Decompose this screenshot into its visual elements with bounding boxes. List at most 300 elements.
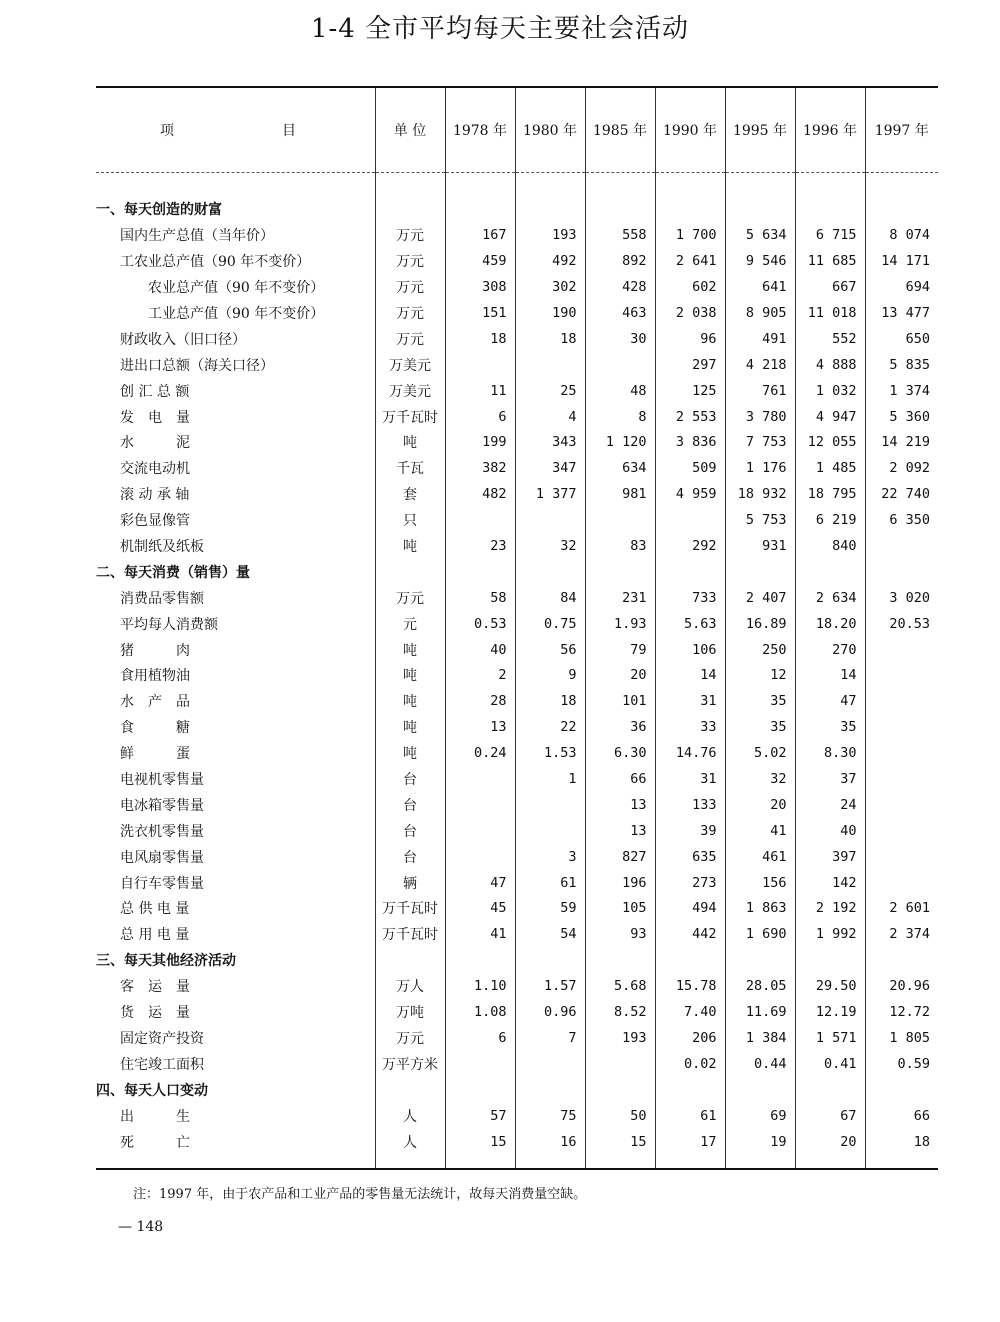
row-label: 电风扇零售量 xyxy=(120,849,204,866)
row-value xyxy=(655,507,725,533)
row-label: 鲜 蛋 xyxy=(120,746,190,763)
row-value: 67 xyxy=(795,1103,865,1129)
row-value: 190 xyxy=(515,300,585,326)
row-value xyxy=(515,947,585,973)
row-value xyxy=(445,792,515,818)
row-value: 167 xyxy=(445,222,515,248)
row-unit: 千瓦 xyxy=(375,455,445,481)
table-row xyxy=(96,404,938,430)
row-value: 0.96 xyxy=(515,999,585,1025)
row-value: 15.78 xyxy=(655,973,725,999)
row-unit xyxy=(375,1077,445,1103)
row-label: 工业总产值（90 年不变价） xyxy=(148,306,325,322)
row-value: 634 xyxy=(585,455,655,481)
row-unit: 吨 xyxy=(375,637,445,663)
row-value: 20 xyxy=(725,792,795,818)
row-value: 11 685 xyxy=(795,248,865,274)
row-value: 9 xyxy=(515,663,585,689)
row-unit xyxy=(375,559,445,585)
section-row xyxy=(96,559,938,585)
row-value xyxy=(515,507,585,533)
row-unit: 人 xyxy=(375,1103,445,1129)
row-label: 客 运 量 xyxy=(120,979,190,996)
row-unit xyxy=(375,947,445,973)
table-row xyxy=(96,1051,938,1077)
row-unit: 套 xyxy=(375,481,445,507)
table-row xyxy=(96,766,938,792)
row-value xyxy=(585,1077,655,1103)
header-year: 1996 年 xyxy=(795,87,865,172)
row-value: 0.44 xyxy=(725,1051,795,1077)
header-item-a: 项 xyxy=(160,122,174,139)
row-value: 2 601 xyxy=(865,896,938,922)
row-unit: 台 xyxy=(375,766,445,792)
row-unit: 元 xyxy=(375,611,445,637)
row-value: 40 xyxy=(445,637,515,663)
row-value: 83 xyxy=(585,533,655,559)
row-value: 75 xyxy=(515,1103,585,1129)
table-row xyxy=(96,896,938,922)
row-label: 财政收入（旧口径） xyxy=(120,331,246,348)
row-value: 6 219 xyxy=(795,507,865,533)
table-row xyxy=(96,300,938,326)
row-value: 491 xyxy=(725,326,795,352)
row-value: 4 959 xyxy=(655,481,725,507)
row-value xyxy=(865,533,938,559)
row-value: 1 571 xyxy=(795,1025,865,1051)
row-value: 40 xyxy=(795,818,865,844)
row-label: 死 亡 xyxy=(96,1129,375,1170)
row-value: 5.63 xyxy=(655,611,725,637)
row-label: 农业总产值（90 年不变价） xyxy=(148,280,325,297)
row-value: 39 xyxy=(655,818,725,844)
row-value xyxy=(865,740,938,766)
header-item xyxy=(96,87,375,172)
row-value xyxy=(865,947,938,973)
row-value: 931 xyxy=(725,533,795,559)
table-row xyxy=(96,844,938,870)
row-value: 1 xyxy=(515,766,585,792)
spacer-row xyxy=(96,172,938,197)
row-value: 12 055 xyxy=(795,430,865,456)
row-value xyxy=(655,947,725,973)
row-value: 133 xyxy=(655,792,725,818)
row-label: 平均每人消费额 xyxy=(120,616,218,633)
row-value: 14 219 xyxy=(865,430,938,456)
row-label: 洗衣机零售量 xyxy=(120,823,204,840)
row-unit: 万元 xyxy=(375,274,445,300)
row-value xyxy=(585,352,655,378)
table-header-row xyxy=(96,87,938,172)
row-value: 3 020 xyxy=(865,585,938,611)
table-row xyxy=(96,611,938,637)
table-row xyxy=(96,533,938,559)
header-year: 1995 年 xyxy=(725,87,795,172)
row-value: 17 xyxy=(655,1129,725,1170)
row-value: 193 xyxy=(515,222,585,248)
row-label: 住宅竣工面积 xyxy=(120,1056,204,1073)
row-label: 机制纸及纸板 xyxy=(120,539,204,556)
row-value: 3 780 xyxy=(725,404,795,430)
row-label: 彩色显像管 xyxy=(120,513,190,530)
row-unit: 万千瓦时 xyxy=(375,896,445,922)
row-value xyxy=(515,792,585,818)
row-value: 463 xyxy=(585,300,655,326)
row-value: 461 xyxy=(725,844,795,870)
section-label: 二、每天消费（销售）量 xyxy=(96,564,250,581)
row-value: 151 xyxy=(445,300,515,326)
row-value: 142 xyxy=(795,870,865,896)
row-value: 28 xyxy=(445,688,515,714)
row-value: 8 074 xyxy=(865,222,938,248)
row-unit: 吨 xyxy=(375,533,445,559)
row-value: 2 038 xyxy=(655,300,725,326)
row-value: 13 xyxy=(585,792,655,818)
table-row xyxy=(96,818,938,844)
row-value xyxy=(585,1051,655,1077)
row-value: 11 xyxy=(445,378,515,404)
row-value: 18 xyxy=(515,688,585,714)
table-row xyxy=(96,585,938,611)
row-value: 270 xyxy=(795,637,865,663)
row-value: 47 xyxy=(795,688,865,714)
table-row xyxy=(96,507,938,533)
row-unit: 万元 xyxy=(375,1025,445,1051)
row-value: 5 835 xyxy=(865,352,938,378)
row-value: 58 xyxy=(445,585,515,611)
row-value: 36 xyxy=(585,714,655,740)
row-value: 11 018 xyxy=(795,300,865,326)
row-label: 水 泥 xyxy=(120,435,190,452)
row-value: 0.53 xyxy=(445,611,515,637)
row-value: 18 xyxy=(515,326,585,352)
row-value: 5 634 xyxy=(725,222,795,248)
row-value: 6 xyxy=(445,404,515,430)
row-value: 3 836 xyxy=(655,430,725,456)
row-label: 国内生产总值（当年价） xyxy=(120,228,274,245)
row-value: 7.40 xyxy=(655,999,725,1025)
table-row xyxy=(96,637,938,663)
row-value xyxy=(515,1077,585,1103)
row-unit: 吨 xyxy=(375,740,445,766)
row-value: 45 xyxy=(445,896,515,922)
row-value: 231 xyxy=(585,585,655,611)
row-unit: 万人 xyxy=(375,973,445,999)
row-value: 2 553 xyxy=(655,404,725,430)
row-value: 16 xyxy=(515,1129,585,1170)
row-value: 1.10 xyxy=(445,973,515,999)
row-value: 6 715 xyxy=(795,222,865,248)
row-value xyxy=(515,559,585,585)
row-value xyxy=(865,844,938,870)
row-value: 347 xyxy=(515,455,585,481)
row-value: 79 xyxy=(585,637,655,663)
row-value: 47 xyxy=(445,870,515,896)
table-row xyxy=(96,1025,938,1051)
row-value: 15 xyxy=(445,1129,515,1170)
row-value: 6.30 xyxy=(585,740,655,766)
row-value: 18 xyxy=(445,326,515,352)
row-value: 1.08 xyxy=(445,999,515,1025)
row-value: 492 xyxy=(515,248,585,274)
row-value: 11.69 xyxy=(725,999,795,1025)
table-row xyxy=(96,999,938,1025)
row-value: 552 xyxy=(795,326,865,352)
row-value: 23 xyxy=(445,533,515,559)
row-value: 1 485 xyxy=(795,455,865,481)
row-unit: 万千瓦时 xyxy=(375,404,445,430)
row-label: 猪 肉 xyxy=(120,642,190,659)
row-value: 827 xyxy=(585,844,655,870)
row-value: 14.76 xyxy=(655,740,725,766)
row-value: 343 xyxy=(515,430,585,456)
row-value: 2 xyxy=(445,663,515,689)
row-value: 1 863 xyxy=(725,896,795,922)
row-value: 18 xyxy=(865,1129,938,1170)
row-value: 667 xyxy=(795,274,865,300)
row-value: 459 xyxy=(445,248,515,274)
row-value: 1 992 xyxy=(795,921,865,947)
row-label: 消费品零售额 xyxy=(120,590,204,607)
row-value: 428 xyxy=(585,274,655,300)
table-row xyxy=(96,378,938,404)
row-value xyxy=(515,352,585,378)
row-value: 3 xyxy=(515,844,585,870)
header-unit: 单 位 xyxy=(375,87,445,172)
row-value xyxy=(725,197,795,223)
row-value: 2 374 xyxy=(865,921,938,947)
row-unit: 台 xyxy=(375,844,445,870)
row-unit: 吨 xyxy=(375,430,445,456)
row-value: 56 xyxy=(515,637,585,663)
row-value: 442 xyxy=(655,921,725,947)
row-label: 食 糖 xyxy=(120,720,190,737)
row-value: 0.75 xyxy=(515,611,585,637)
row-label: 总 供 电 量 xyxy=(120,901,190,918)
row-value xyxy=(865,688,938,714)
row-value xyxy=(865,714,938,740)
row-value: 1.53 xyxy=(515,740,585,766)
row-unit: 辆 xyxy=(375,870,445,896)
row-value: 1 374 xyxy=(865,378,938,404)
row-label: 货 运 量 xyxy=(120,1005,190,1022)
statistics-table xyxy=(96,86,938,1170)
row-value: 2 634 xyxy=(795,585,865,611)
row-label: 滚 动 承 轴 xyxy=(120,487,190,504)
row-value xyxy=(725,947,795,973)
row-label: 水 产 品 xyxy=(120,694,190,711)
row-value: 12 xyxy=(725,663,795,689)
row-value: 61 xyxy=(515,870,585,896)
row-value: 22 740 xyxy=(865,481,938,507)
row-value: 84 xyxy=(515,585,585,611)
row-value: 32 xyxy=(515,533,585,559)
page-number: — 148 xyxy=(118,1219,164,1235)
row-value xyxy=(585,197,655,223)
row-value: 694 xyxy=(865,274,938,300)
row-value: 41 xyxy=(725,818,795,844)
row-value: 101 xyxy=(585,688,655,714)
row-value: 18.20 xyxy=(795,611,865,637)
row-value: 61 xyxy=(655,1103,725,1129)
row-value xyxy=(865,870,938,896)
row-value: 31 xyxy=(655,688,725,714)
row-value: 2 092 xyxy=(865,455,938,481)
row-value: 1 690 xyxy=(725,921,795,947)
row-value xyxy=(585,559,655,585)
row-value: 0.24 xyxy=(445,740,515,766)
row-value: 196 xyxy=(585,870,655,896)
row-value: 494 xyxy=(655,896,725,922)
table-row xyxy=(96,663,938,689)
row-value: 7 xyxy=(515,1025,585,1051)
row-value: 20.53 xyxy=(865,611,938,637)
row-value: 105 xyxy=(585,896,655,922)
row-value xyxy=(865,818,938,844)
row-value: 892 xyxy=(585,248,655,274)
row-unit: 万元 xyxy=(375,585,445,611)
row-value: 199 xyxy=(445,430,515,456)
row-value: 96 xyxy=(655,326,725,352)
row-value: 4 218 xyxy=(725,352,795,378)
row-value: 0.59 xyxy=(865,1051,938,1077)
row-value: 57 xyxy=(445,1103,515,1129)
row-value: 5 360 xyxy=(865,404,938,430)
row-label: 食用植物油 xyxy=(120,668,190,685)
row-value xyxy=(655,1077,725,1103)
row-value: 18 795 xyxy=(795,481,865,507)
row-value: 18 932 xyxy=(725,481,795,507)
table-row xyxy=(96,921,938,947)
row-value: 156 xyxy=(725,870,795,896)
table-body xyxy=(96,172,938,1169)
row-value: 509 xyxy=(655,455,725,481)
header-year: 1990 年 xyxy=(655,87,725,172)
section-row xyxy=(96,197,938,223)
row-value: 13 xyxy=(585,818,655,844)
row-label: 总 用 电 量 xyxy=(120,927,190,944)
row-value: 20 xyxy=(585,663,655,689)
footnote: 注：1997 年，由于农产品和工业产品的零售量无法统计，故每天消费量空缺。 xyxy=(133,1187,587,1202)
row-value: 69 xyxy=(725,1103,795,1129)
row-value xyxy=(515,818,585,844)
row-value: 1 700 xyxy=(655,222,725,248)
table-row xyxy=(96,352,938,378)
row-unit: 万美元 xyxy=(375,378,445,404)
table-row xyxy=(96,688,938,714)
row-value: 93 xyxy=(585,921,655,947)
header-year: 1985 年 xyxy=(585,87,655,172)
row-value xyxy=(865,1077,938,1103)
row-unit: 吨 xyxy=(375,714,445,740)
row-unit: 万吨 xyxy=(375,999,445,1025)
row-value xyxy=(445,352,515,378)
row-value: 12.72 xyxy=(865,999,938,1025)
row-unit: 人 xyxy=(375,1129,445,1170)
row-value: 32 xyxy=(725,766,795,792)
row-value xyxy=(865,559,938,585)
row-value xyxy=(795,197,865,223)
row-value xyxy=(515,197,585,223)
row-unit: 吨 xyxy=(375,663,445,689)
row-value: 733 xyxy=(655,585,725,611)
row-value: 981 xyxy=(585,481,655,507)
section-row xyxy=(96,1077,938,1103)
row-label: 进出口总额（海关口径） xyxy=(120,357,274,374)
row-value: 382 xyxy=(445,455,515,481)
table-row xyxy=(96,430,938,456)
section-label: 四、每天人口变动 xyxy=(96,1082,208,1099)
row-value: 20.96 xyxy=(865,973,938,999)
table-row xyxy=(96,1129,938,1170)
row-value: 1 377 xyxy=(515,481,585,507)
row-value: 54 xyxy=(515,921,585,947)
row-value xyxy=(795,1077,865,1103)
row-value: 558 xyxy=(585,222,655,248)
table-row xyxy=(96,1103,938,1129)
row-value: 106 xyxy=(655,637,725,663)
row-value: 602 xyxy=(655,274,725,300)
row-value: 59 xyxy=(515,896,585,922)
row-value xyxy=(865,792,938,818)
table-row xyxy=(96,248,938,274)
row-value xyxy=(585,947,655,973)
row-value: 5 753 xyxy=(725,507,795,533)
row-value: 13 477 xyxy=(865,300,938,326)
row-value: 2 641 xyxy=(655,248,725,274)
table-row xyxy=(96,870,938,896)
row-value: 6 xyxy=(445,1025,515,1051)
row-value xyxy=(445,947,515,973)
row-value: 13 xyxy=(445,714,515,740)
row-value: 35 xyxy=(795,714,865,740)
row-value: 37 xyxy=(795,766,865,792)
row-label: 交流电动机 xyxy=(120,461,190,478)
row-unit xyxy=(375,197,445,223)
row-label: 工农业总产值（90 年不变价） xyxy=(120,254,311,271)
row-value xyxy=(445,507,515,533)
row-unit: 万元 xyxy=(375,300,445,326)
page-title: 1-4 全市平均每天主要社会活动 xyxy=(310,14,690,44)
row-value: 20 xyxy=(795,1129,865,1170)
row-value: 8.52 xyxy=(585,999,655,1025)
row-value xyxy=(865,197,938,223)
row-value xyxy=(865,663,938,689)
row-value: 24 xyxy=(795,792,865,818)
row-label: 创 汇 总 额 xyxy=(120,383,190,400)
row-value: 635 xyxy=(655,844,725,870)
row-value xyxy=(445,1051,515,1077)
row-label: 电冰箱零售量 xyxy=(120,797,204,814)
row-value xyxy=(445,818,515,844)
row-value: 1 120 xyxy=(585,430,655,456)
row-value: 125 xyxy=(655,378,725,404)
row-value: 30 xyxy=(585,326,655,352)
row-label: 电视机零售量 xyxy=(120,772,204,789)
row-label: 自行车零售量 xyxy=(120,875,204,892)
row-unit: 台 xyxy=(375,818,445,844)
row-value: 16.89 xyxy=(725,611,795,637)
row-value: 0.41 xyxy=(795,1051,865,1077)
row-value: 4 888 xyxy=(795,352,865,378)
row-unit: 吨 xyxy=(375,688,445,714)
row-value: 5.02 xyxy=(725,740,795,766)
row-value: 650 xyxy=(865,326,938,352)
row-value: 2 192 xyxy=(795,896,865,922)
row-value: 14 xyxy=(655,663,725,689)
row-value xyxy=(795,947,865,973)
row-unit: 万美元 xyxy=(375,352,445,378)
